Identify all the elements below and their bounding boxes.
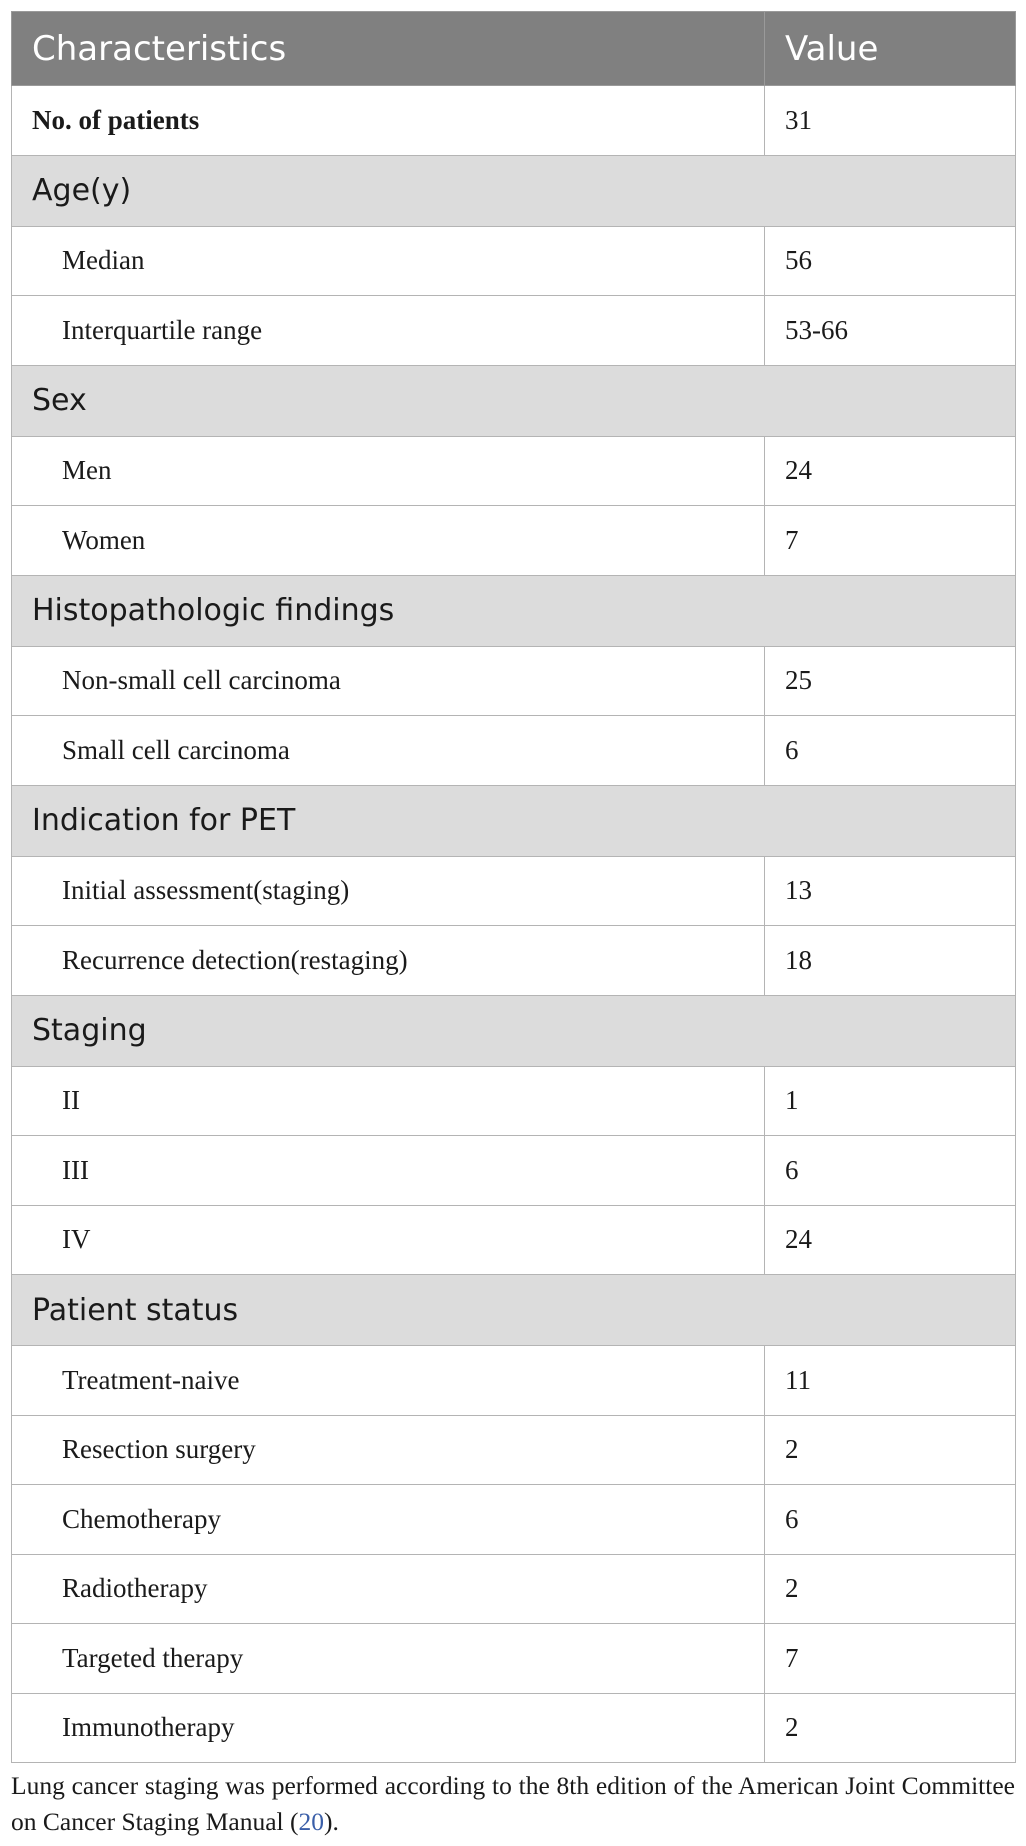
section-title: Age(y) xyxy=(12,155,1016,226)
row-value: 18 xyxy=(765,926,1016,996)
row-label: III xyxy=(12,1136,765,1206)
footnote-text-after: ). xyxy=(324,1807,339,1836)
table-row xyxy=(12,1624,1016,1694)
section-row-indication xyxy=(12,785,1016,856)
section-row-sex xyxy=(12,365,1016,436)
table-row xyxy=(12,226,1016,296)
table-row xyxy=(12,1415,1016,1485)
section-title: Indication for PET xyxy=(12,785,1016,856)
section-title: Patient status xyxy=(12,1275,1016,1346)
row-label: Women xyxy=(12,506,765,576)
table-row xyxy=(12,1554,1016,1624)
section-title: Histopathologic findings xyxy=(12,575,1016,646)
section-title: Staging xyxy=(12,995,1016,1066)
section-row-staging xyxy=(12,995,1016,1066)
table-row xyxy=(12,716,1016,786)
row-label: Radiotherapy xyxy=(12,1554,765,1624)
row-value: 24 xyxy=(765,436,1016,506)
row-label: Non-small cell carcinoma xyxy=(12,646,765,716)
row-label: Chemotherapy xyxy=(12,1485,765,1555)
row-label: Median xyxy=(12,226,765,296)
table-row xyxy=(12,1346,1016,1416)
row-value: 2 xyxy=(765,1554,1016,1624)
row-label: Resection surgery xyxy=(12,1415,765,1485)
row-label: IV xyxy=(12,1205,765,1275)
section-title: Sex xyxy=(12,365,1016,436)
table-row-patients xyxy=(12,86,1016,156)
row-value: 6 xyxy=(765,1485,1016,1555)
table-row xyxy=(12,1066,1016,1136)
row-value: 7 xyxy=(765,1624,1016,1694)
table-row xyxy=(12,1485,1016,1555)
section-row-age xyxy=(12,155,1016,226)
row-value: 13 xyxy=(765,856,1016,926)
table-row xyxy=(12,646,1016,716)
row-label: II xyxy=(12,1066,765,1136)
row-label: Men xyxy=(12,436,765,506)
table-row xyxy=(12,1136,1016,1206)
row-value: 11 xyxy=(765,1346,1016,1416)
row-value: 6 xyxy=(765,1136,1016,1206)
table-header-row xyxy=(12,12,1016,86)
row-value: 1 xyxy=(765,1066,1016,1136)
row-label: Initial assessment(staging) xyxy=(12,856,765,926)
header-characteristics: Characteristics xyxy=(12,12,765,86)
table-footnote xyxy=(11,1768,1015,1840)
reference-link[interactable]: 20 xyxy=(298,1807,325,1836)
row-label: Treatment-naive xyxy=(12,1346,765,1416)
patients-label: No. of patients xyxy=(12,86,765,156)
row-label: Small cell carcinoma xyxy=(12,716,765,786)
row-value: 2 xyxy=(765,1415,1016,1485)
characteristics-table xyxy=(11,11,1016,1763)
row-label: Interquartile range xyxy=(12,296,765,366)
table-row xyxy=(12,856,1016,926)
section-row-patient-status xyxy=(12,1275,1016,1346)
section-row-histopathologic xyxy=(12,575,1016,646)
row-value: 24 xyxy=(765,1205,1016,1275)
row-value: 7 xyxy=(765,506,1016,576)
footnote-text-before: Lung cancer staging was performed according to the 8th edition of the American Joint Committee on Cancer Staging Manual ( xyxy=(11,1771,1015,1836)
row-label: Targeted therapy xyxy=(12,1624,765,1694)
table-row xyxy=(12,296,1016,366)
row-value: 56 xyxy=(765,226,1016,296)
row-value: 2 xyxy=(765,1693,1016,1763)
row-value: 25 xyxy=(765,646,1016,716)
table-row xyxy=(12,1205,1016,1275)
patients-value: 31 xyxy=(765,86,1016,156)
row-value: 53-66 xyxy=(765,296,1016,366)
table-row xyxy=(12,926,1016,996)
row-label: Recurrence detection(restaging) xyxy=(12,926,765,996)
table-row xyxy=(12,1693,1016,1763)
row-label: Immunotherapy xyxy=(12,1693,765,1763)
table-row xyxy=(12,506,1016,576)
header-value: Value xyxy=(765,12,1016,86)
table-row xyxy=(12,436,1016,506)
characteristics-table-container xyxy=(11,11,1015,1763)
row-value: 6 xyxy=(765,716,1016,786)
